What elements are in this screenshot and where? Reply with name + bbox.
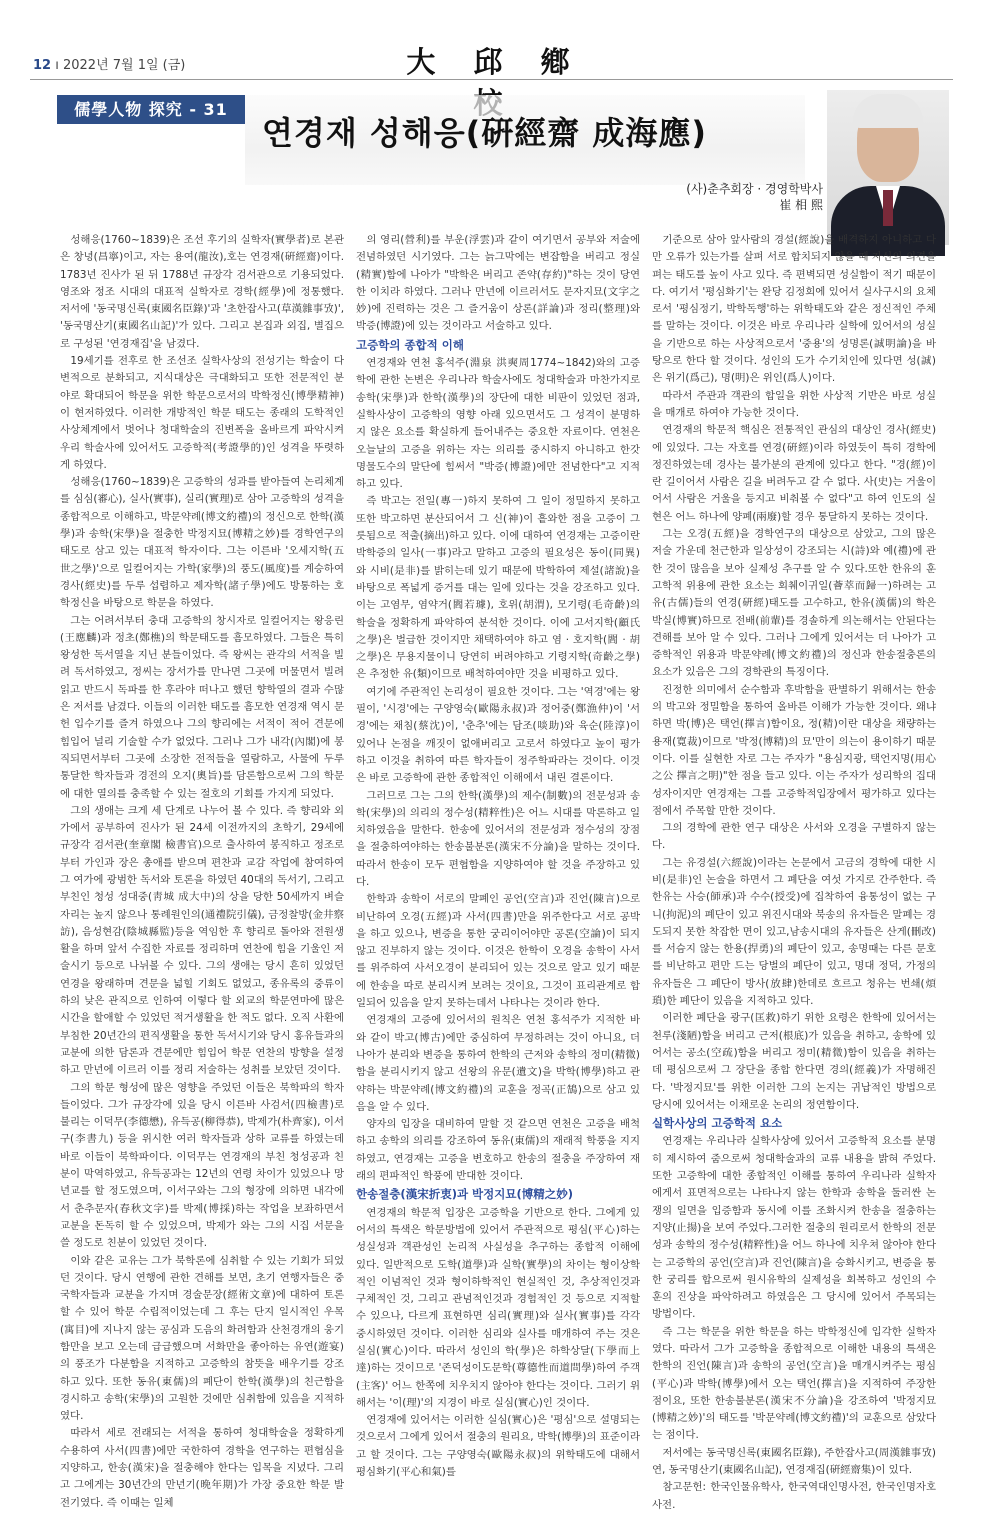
paragraph: 연경재의 학문적 핵심은 전통적인 관심의 대상인 경사(經史)에 있었다. 그는 자호를 연경(硏經)이라 하였듯이 특히 경학에 정진하였는데 경사는 불가분의 관계에 있다고 한다. "경(經)이란 길이어서 사람은 길을 버려두고 갈 수 없다. 사(史)는 거울이어서 사람은 거울을 등지고 비춰볼 수 없다"고 하여 인도의 실현은 어느 하나에 양폐(兩廢)할 경우 통달하지 못하는 것이다. — [652, 424, 936, 523]
section-heading: 실학사상의 고증학적 요소 — [652, 1116, 783, 1131]
paragraph: 즉 박고는 전일(專一)하지 못하여 그 일이 정밀하지 못하고 또한 박고하면 분산되어서 그 신(神)이 흩와한 점을 고증이 그릇됨으로 적출(摘出)하고 있다. 이에 대하여 연경재는 고증이란 박학증의 일사(一事)라고 말하고 고증의 필요성은 동이(同異)와 시비(是非)를 밝히는데 있기 때문에 박학하여 제설(諸說)을 바탕으로 폭넓게 증거를 대는 일에 있다는 것을 강조하고 있다. 이는 고염무, 염약거(閻若璩), 호위(胡渭), 모기령(毛奇齡)의 학술을 정확하게 파악하여 분석한 것이다. 이에 고서지학(顧氏之學)은 벌급한 것이지만 채택하여야 하고 염 · 호지학(閻 · 胡之學)은 무용지물이니 당연히 버려야하고 기령지학(奇齡之學)은 추정한 유(類)이므로 배척하여야만 것을 비평하고 있다. — [356, 495, 640, 681]
paragraph: 의 영리(營利)를 부운(浮雲)과 같이 여기면서 공부와 저술에 전념하였던 시기였다. 그는 늙그막에는 변잡함을 버리고 정실(精實)함에 나아가 "박학은 버리고 존약(存約)"하는 것이 당연한 이치라 하였다. 그러나 만년에 이르러서도 문자지묘(文字之妙)에 진력하는 것은 그 즐거움이 상론(詳論)과 정리(整理)와 박증(博證)에 있는 것이라고 서술하고 있다. — [356, 234, 640, 333]
column-1 — [60, 232, 345, 1509]
paragraph: 여기에 주관적인 논리성이 필요한 것이다. 그는 '역경'에는 왕필이, '시경'에는 구양영숙(歐陽永叔)과 정어중(鄭漁仲)이 '서경'에는 채침(蔡沈)이, '춘추'에는 담조(啖助)와 육순(陸淳)이 있어나 논점을 깨짓이 없애버리고 고로서 하였다고 높이 평가하고 이것을 취하여 따른 학자들이 정주학파라는 것이다. 이것은 바로 고증학에 관한 종합적인 이해에서 내린 결론이다. — [356, 685, 640, 785]
paragraph: 19세기를 전후로 한 조선조 실학사상의 전성기는 학술이 다변적으로 분화되고, 지식대상은 극대화되고 또한 전문적인 분야로 확대되어 학문을 위한 학문으로서의 박학정신(博學精神)이 현저하였다. 이러한 개방적인 학문 태도는 종래의 도학적인 사상체계에서 벗어나 청대학술의 진변폭을 올바르게 파악시켜 우리 학술사에 있어서도 고증학적(考證學的)인 성격을 뚜렷하게 하였다. — [60, 355, 344, 471]
article-body — [60, 232, 936, 1511]
paragraph: 그의 경학에 관한 연구 대상은 사서와 오경을 구별하지 않는다. — [652, 822, 936, 852]
author-photo — [827, 90, 949, 245]
masthead: 大 邱 鄕 — [406, 45, 584, 79]
photo-hair — [853, 94, 923, 128]
paragraph: 저서에는 동국명신록(東國名臣錄), 주한잡사고(周漢雜事攷)연, 동국명산기(東國名山記), 연경재집(硏經齋集)이 있다. — [652, 1446, 936, 1477]
references: 참고문헌: 한국인물유학사, 한국역대인명사전, 한국인명자호사전. — [652, 1481, 936, 1511]
header-rule — [30, 79, 953, 80]
paragraph: 진정한 의미에서 순수함과 후박함을 판별하기 위해서는 한송의 박고와 정밀함을 통하여 올바른 이해가 가능한 것이다. 왜냐하면 박(博)은 택언(擇言)함이요, 정(精)이란 대상을 채량하는 용재(寛裁)이므로 '박정(博精)의 묘'만이 의는이 용이하기 때문이다. 이를 실현한 자로 그는 주자가 "용심지광, 택언지명(用心之公 擇言之明)"한 점을 들고 있다. 이는 주자가 성리학의 집대성자이지만 연경재는 그를 고증학적입장에서 평가하고 있다는 점에서 주목할 만한 것이다. — [652, 683, 936, 817]
paragraph: 연경재는 우리나라 실학사상에 있어서 고증학적 요소를 분명히 제시하여 줌으로써 청대학술과의 교류 내용을 밝혀 주었다. 또한 고증학에 대한 종합적인 이해를 통하여 우리나라 실학자에게서 표면적으로는 나타나지 않는 한학과 송학을 둘러싼 논쟁의 일면을 입증함과 동시에 이를 조화시켜 한송을 절충하는 지양(止揚)을 보여 주었다.그러한 절충의 원리로서 한학의 전문성과 송학의 정수성(精粹性)을 어느 하나에 치우쳐 않아야 한다는 고증학의 공언(空言)과 진언(陳言)을 승화시키고, 변증을 통한 궁리를 합으로써 원시유학의 실제성을 회복하고 성인의 수훈의 진상을 파악하려고 하였음은 그 당시에 있어서 주목되는 방법이다. — [652, 1135, 936, 1321]
paragraph: 성해응(1760~1839)은 조선 후기의 실학자(實學者)로 본관은 창녕(昌寧)이고, 자는 용여(龍汝),호는 연경재(硏經齋)이다. 1783년 진사가 된 뒤 1788년 규장각 검서관으로 기용되었다. 영조와 정조 시대의 대표적 실학자로 경학(經學)에 정통했다. 저서에 '동국명신록(東國名臣錄)'과 '초한잡사고(草漢雜事攷)', '동국명산기(東國名山記)'가 있다. 그리고 본집과 외집, 별집으로 구성된 '연경재집'을 남겼다. — [60, 234, 344, 350]
paragraph: 성해응(1760~1839)은 고증학의 성과를 받아들여 논리체계를 심심(審心), 실사(實事), 실리(實理)로 삼아 고증학의 성격을 종합적으로 이해하고, 박문약례(博文約禮)의 정신으로 한학(漢學)과 송학(宋學)을 절충한 박정지묘(博精之妙)를 경학연구의 태도로 삼고 있는 대표적 학자이다. 그는 이른바 '오세지학(五世之學)'으로 일컬어지는 가학(家學)의 풍도(風度)를 계승하여 경사(經史)를 두루 섭렵하고 제자학(諸子學)에도 방통하는 호학정신을 바탕으로 학문을 하였다. — [60, 476, 345, 610]
paragraph: 한학과 송학이 서로의 말폐인 공언(空言)과 진언(陳言)으로 비난하여 오경(五經)과 사서(四書)만을 위주한다고 서로 공박을 하고 있으나, 변증을 통한 궁리이어야만 공론(空論)이 되지 않고 진부하지 않는 것이다. 이것은 한학이 오경을 송학이 사서를 위주하여 사서오경이 분리되어 있는 것으로 알고 있기 때문에 한송을 따로 분리시켜 보려는 것이요, 그것이 표리관계로 합일되어 있음을 알지 못하는데서 나타나는 것이라 한다. — [356, 893, 640, 1010]
paragraph: 그는 유경설(六經說)이라는 논문에서 고금의 경학에 대한 시비(是非)인 논술을 하면서 그 폐단을 여섯 가지로 간주한다. 즉 한유는 사승(師承)과 수수(授受)에 집착하여 융통성이 없는 구니(拘泥)의 폐단이 있고 위진시대와 북송의 유자들은 말폐는 경도되지 못한 착잡한 면이 있고,남송시대의 유자들은 산게(刪改)를 서슴지 않는 한용(捍勇)의 폐단이 있고, 송명때는 다른 문호를 비난하고 편만 드는 당벌의 폐단이 있고, 명대 정덕, 가정의 유자들은 그 폐단이 방사(放肆)한데로 흐르고 청유는 번쇄(煩瑣)한 폐단이 있음을 지적하고 있다. — [652, 856, 936, 1008]
issue-date: 2022년 7월 1일 (금) — [62, 58, 186, 73]
page-number: 12 — [33, 58, 52, 73]
column-3 — [652, 232, 936, 1511]
column-2 — [356, 232, 640, 1479]
paragraph: 그의 생애는 크게 세 단계로 나누어 볼 수 있다. 즉 향리와 외가에서 공부하여 진사가 된 24세 이전까지의 초학기, 29세에 규장각 검서관(奎章閣 檢書官)으로 출사하여 봉직하고 정조로부터 가인과 장은 총애를 받으며 편찬과 교감 작업에 참여하여 그 여가에 광범한 독서와 토론을 하였던 40대의 독서기, 그리고 부친인 청성 성대중(靑城 成大中)의 상을 당한 50세까지 벼슬자리는 높지 않으나 통례원인의(通禮院引儀), 금정찰방(金井察訪), 음성현감(陰城縣監)등을 역임한 후 향리로 돌아와 전원생활을 하며 앞서 수집한 자료를 정리하며 연찬에 힘을 기울인 저술시기 등으로 나뉘볼 수 있다. 그의 생애는 당시 흔히 있었던 연경을 왕래하며 견문을 넓힐 기회도 없었고, 종유록의 중류이하의 낮은 관직으로 인하여 이렇다 할 외교의 학문연마에 많은 시간을 할애할 수 있었던 적거생활을 한 적도 없다. 오직 사환에 부침한 20년간의 편직생활을 통한 독서시기와 당시 홍유들과의 교분에 의한 담론과 견문에만 힘입어 학문 연찬의 방향을 설정하고 만년에 이르러 이를 정리 저술하는 성취를 보았던 것이다. — [60, 804, 344, 1077]
paragraph: 기준으로 삼아 앞사람의 경설(經說)을 배격하지 아니하고 다만 오류가 있는가를 살펴 서로 합치되지 않을 때 자신의 의견을 펴는 태도를 높이 사고 있다. 즉 편벽되면 성실함이 적기 때문이다. 여기서 '평심화기'는 완당 김정희에 있어서 실사구시의 요체로서 '평심정기, 박학독행'하는 위학태도와 같은 정신적인 주체를 말하는 것이다. 이것은 바로 우리나라 실학에 있어서의 성실을 기반으로 하는 사상적으로서 '중용'의 성명론(誠明論)을 바탕으로 한다 할 것이다. 성인의 도가 수기치인에 있다면 성(誠)은 위기(爲己), 명(明)은 위인(爲人)이다. — [652, 234, 936, 385]
paragraph: 따라서 세로 전래되는 서적을 통하여 청대학술을 정확하게 수용하여 사서(四書)에만 국한하여 경학을 연구하는 편협심을 지양하고, 한송(漢宋)을 절충해야 한다는 입목을 지녔다. 그리고 그에게는 30년간의 만년기(晩年期)가 가장 중요한 학문 발전기였다. 즉 이때는 일체 — [60, 1427, 344, 1509]
paragraph: 이와 같은 교유는 그가 북학론에 심취할 수 있는 기회가 되었던 것이다. 당시 연행에 관한 견해를 보면, 초기 연행자들은 중국학자들과 교분을 가지며 경술문장(經術文章)에 대하여 토론할 수 있어 학문 수립적이었는데 그 후는 단지 일시적인 우목(寓目)에 지나지 않는 공심과 도음의 화려함과 산천경개의 웅기함만을 보고 오는데 급급했으며 서화만을 좋아하는 유연(遊宴)의 풍조가 다분함을 지적하고 고증학의 참뜻을 배우기를 강조하고 있다. 또한 동유(東儒)의 폐단이 한학(漢學)의 친근함을 경시하고 송학(宋學)의 고원한 것에만 심취함에 있음을 지적하였다. — [60, 1254, 344, 1423]
paragraph: 그의 학문 형성에 많은 영향을 주었던 이들은 북학파의 학자들이었다. 그가 규장각에 있을 당시 이른바 사검서(四檢書)로 불리는 이덕무(李德懋), 유득공(柳得恭), 박제가(朴齊家), 이서구(李書九) 등을 위시한 여러 학자들과 상하 교류를 하였는데 바로 이들이 북학파이다. 이덕무는 연경재의 부친 청성공과 친분이 막역하였고, 유득공과는 12년의 연령 차이가 있었으나 망년교를 할 정도였으며, 이서구와는 그의 형장에 의하면 내각에서 춘추문자(春秋文字)를 박제(博採)하는 작업을 보좌하면서 교분을 돈독히 할 수 있었으며, 박제가 와는 그의 시집 서문을 쓸 정도로 친분이 있었던 것이다. — [60, 1081, 344, 1250]
paragraph: 그러므로 그는 그의 한학(漢學)의 제수(制數)의 전문성과 송학(宋學)의 의리의 정수성(精粹性)은 어느 시대를 막론하고 일치하였음을 말한다. 한송에 있어서의 전문성과 정수성의 장점을 절충하여야하는 한송불분론(漢宋不分論)을 말하는 것이다. 따라서 한송이 모두 편협함을 지양하여야 할 것을 주장하고 있다. — [356, 789, 640, 888]
author-affiliation: (사)춘추회장 · 경영학박사 — [686, 182, 823, 196]
article-title: 연경재 성해응(硏經齋 成海應) — [262, 114, 708, 152]
paragraph: 그는 오경(五經)을 경학연구의 대상으로 삼았고, 그의 많은 저술 가운데 천근한과 일상성이 강조되는 시(詩)와 예(禮)에 관한 것이 많음을 보아 실제성 추구를 알 수 있다.또한 한유의 훈고학적 위용에 관한 요소는 회췌이귀일(薈萃而歸一)하려는 고유(古儒)들의 연경(硏經)태도를 고수하고, 한유(漢儒)의 학은 박실(博實)하므로 전배(前輩)를 경솔하게 의논해서는 안된다는 견해를 보아 알 수 있다. 그러나 그에게 있어서는 더 나아가 고증학적인 위용과 박문약례(博文約禮)의 정신과 한송절충론의 요소가 있음은 그의 경학관의 특징이다. — [652, 528, 936, 679]
section-heading: 한송절충(漢宋折衷)과 박정지묘(博精之妙) — [356, 1187, 574, 1202]
header-dateline — [33, 54, 185, 73]
separator: ı — [55, 58, 63, 73]
paragraph: 그는 어려서부터 충대 고증학의 창시자로 일컬어지는 왕응린(王應麟)과 정초(鄭樵)의 학문태도를 흠모하였다. 그들은 특히 왕성한 독서열을 지닌 분들이었다. 즉 왕씨는 관각의 서적을 빌려 독서하였고, 정씨는 장서가를 만나면 그곳에 머물면서 빌려 읽고 반드시 독파를 한 후라야 떠나고 했던 향학열의 결과 수많은 저서를 남겼다. 이들의 이러한 태도를 흠모한 연경재 역시 문헌 입수기를 즐겨 하였으나 그의 향리에는 서적이 적어 견문에 힘입어 널리 기술할 수가 없었다. 그러나 그가 내각(內閣)에 봉직되면서부터 그곳에 소장한 전적들을 열람하고, 사물에 두루 통달한 학자들과 경전의 오지(奧旨)를 담론함으로써 그의 학문에 대한 열의를 충족할 수 있는 절호의 기회를 가지게 되었다. — [60, 614, 344, 800]
paragraph: 이러한 폐단을 광구(匡救)하기 위한 요령은 한학에 있어서는 천루(淺陋)함을 버리고 근저(根底)가 있음을 취하고, 송학에 있어서는 공소(空疏)함을 버리고 정미(精微)함이 있음을 취하는데 평심으로써 그 장단을 종합 한다면 경의(經義)가 자명해진다. '박정지묘'를 위한 이러한 그의 논지는 귀납적인 방법으로 당시에 있어서는 이채로운 논리의 정연함이다. — [652, 1012, 936, 1111]
paragraph: 연경재에 있어서는 이러한 실심(實心)은 '평심'으로 설명되는 것으로서 그에게 있어서 절충의 원리요, 박학(博學)의 표준이라고 할 것이다. 그는 구양영숙(歐陽永叔)의 위학태도에 대해서 평심화기(平心和氣)를 — [356, 1414, 640, 1479]
paragraph: 연경재의 학문적 입장은 고증학을 기반으로 한다. 그에게 있어서의 특색은 학문방법에 있어서 주관적으로 평심(平心)하는 성실성과 객관성인 논리적 사실성을 추구하는 종합적 이해에 있다. 일반적으로 도학(道學)과 실학(實學)의 차이는 형이상학적인 이념적인 것과 형이하학적인 현실적인 것, 추상적인것과 구체적인 것, 그리고 관념적인것과 경험적인 것 등으로 지적할 수 있으나, 다르게 표현하면 심리(實理)와 실사(實事)를 각각 중시하였던 것이다. 이러한 심리와 실사를 매개하여 주는 것은 실심(實心)이다. 따라서 성인의 학(學)은 하학상달(下學而上達)하는 것이므로 '존덕성이도문학(尊德性而道問學)하여 주객(主客)' 어느 한쪽에 치우치지 않아야 한다는 것이다. 그러기 위해서는 '이(理)'의 지경이 바로 실심(實心)인 것이다. — [356, 1206, 640, 1409]
series-banner: 儒學人物 探究 - 31 — [57, 95, 245, 124]
author-byline — [686, 181, 823, 213]
paragraph: 즉 그는 학문을 위한 학문을 하는 박학정신에 입각한 실학자였다. 따라서 그가 고증학을 종합적으로 이해한 내용의 특색은 한학의 진언(陳言)과 송학의 공언(空言)을 매개시켜주는 평심(平心)과 박학(博學)에서 오는 택언(擇言)을 지적하여 주장한 점이요, 또한 한송불분론(漢宋不分論)을 강조하여 '박정지묘(博精之妙)'의 태도를 '박문약례(博文約禮)'의 교훈으로 삼았다는 점이다. — [652, 1325, 936, 1442]
author-name: 崔 相 熙 — [779, 198, 823, 212]
section-heading: 고증학의 종합적 이해 — [356, 337, 464, 352]
paragraph: 연경재와 연천 홍석주(淵泉 洪奭周1774~1842)와의 고증학에 관한 논변은 우리나라 학술사에도 청대학술과 마찬가지로 송학(宋學)과 한학(漢學)의 장단에 대한 비판이 있었던 점과, 실학사상이 고증학의 영향 아래 있으면서도 그 성격이 분명하지 않은 요소를 확실하게 들어내주는 중요한 자료이다. 연천은 오늘날의 고증을 위하는 자는 의리를 중시하지 아니하고 한갓 명물도수의 말단에 힘써서 "박증(博證)에만 전념한다"고 지적하고 있다. — [356, 357, 640, 491]
paragraph: 연경재의 고증에 있어서의 원칙은 연천 홍석주가 지적한 바와 같이 박고(博古)에만 중심하여 무정하려는 것이 아니요, 더 나아가 분리와 변증을 통하여 한학의 근저와 송학의 정미(精微)함을 분리시키지 않고 선왕의 유문(遺文)을 박학(博學)하고 관약하는 박문약례(博文約禮)의 교훈을 정곡(正鵠)으로 삼고 있음을 알 수 있다. — [356, 1014, 640, 1113]
photo-tie — [883, 190, 893, 226]
paragraph: 따라서 주관과 객관의 합일을 위한 사상적 기반은 바로 성실을 매개로 하여야 가능한 것이다. — [652, 389, 936, 419]
paragraph: 양자의 입장을 대비하여 말할 것 같으면 연천은 고증을 배척하고 송학의 의리를 강조하여 동유(東儒)의 재래적 학풍을 지지하였고, 연경재는 고증을 변호하고 한송의 절충을 주장하여 재래의 편파적인 학풍에 반대한 것이다. — [356, 1118, 640, 1183]
